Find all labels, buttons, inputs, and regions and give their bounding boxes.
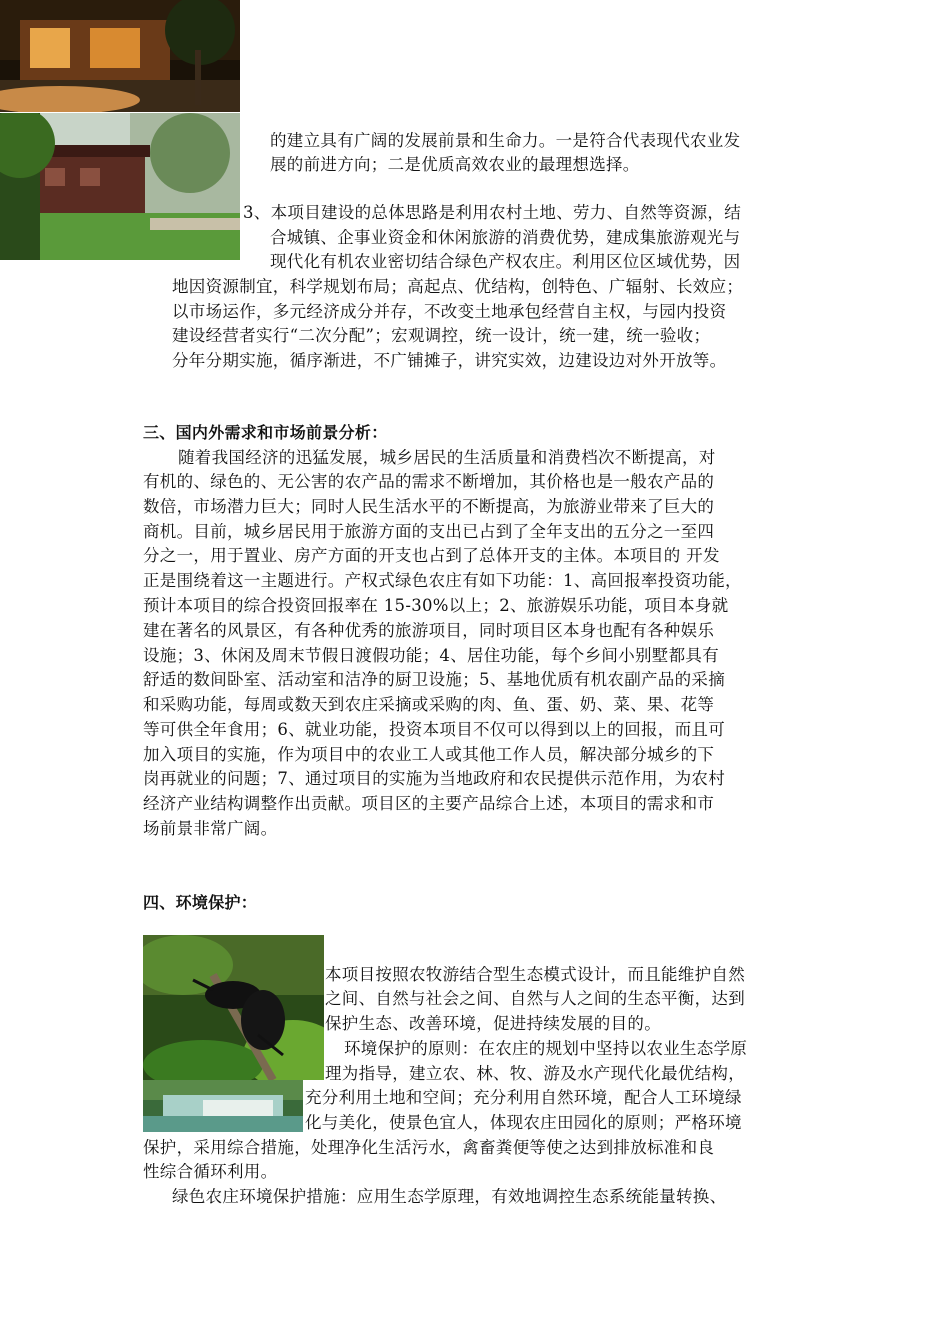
beetle-photo <box>143 935 324 1080</box>
text-line: 保护，采用综合措施，处理净化生活污水，禽畜粪便等使之达到排放标准和良 <box>143 1138 715 1157</box>
text-line: 场前景非常广阔。 <box>143 819 278 838</box>
text-line: 预计本项目的综合投资回报率在 15-30%以上；2、旅游娱乐功能，项目本身就 <box>143 596 729 615</box>
waterfall-photo <box>143 1080 303 1132</box>
text-line: 合城镇、企事业资金和休闲旅游的消费优势，建成集旅游观光与 <box>270 228 741 247</box>
text-line: 设施；3、休闲及周末节假日渡假功能；4、居住功能，每个乡间小别墅都具有 <box>143 646 719 665</box>
text-line: 充分利用土地和空间；充分利用自然环境，配合人工环境绿 <box>305 1088 742 1107</box>
text-line: 正是围绕着这一主题进行。产权式绿色农庄有如下功能：1、高回报率投资功能， <box>143 571 742 590</box>
text-line: 加入项目的实施，作为项目中的农业工人或其他工作人员，解决部分城乡的下 <box>143 745 715 764</box>
text-line: 商机。目前，城乡居民用于旅游方面的支出已占到了全年支出的五分之一至四 <box>143 522 715 541</box>
text-line: 3、本项目建设的总体思路是利用农村土地、劳力、自然等资源，结 <box>243 203 741 222</box>
text-line: 地因资源制宜，科学规划布局；高起点、优结构，创特色、广辐射、长效应； <box>172 277 744 296</box>
text-line: 性综合循环利用。 <box>143 1162 278 1181</box>
text-line: 环境保护的原则：在农庄的规划中坚持以农业生态学原 <box>344 1039 748 1058</box>
text-line: 经济产业结构调整作出贡献。项目区的主要产品综合上述，本项目的需求和市 <box>143 794 715 813</box>
night-house-photo <box>0 0 240 112</box>
text-line: 分年分期实施，循序渐进，不广铺摊子，讲究实效，边建设边对外开放等。 <box>172 351 727 370</box>
text-line: 展的前进方向；二是优质高效农业的最理想选择。 <box>270 155 640 174</box>
text-line: 理为指导，建立农、林、牧、游及水产现代化最优结构， <box>325 1064 745 1083</box>
text-line: 本项目按照农牧游结合型生态模式设计，而且能维护自然 <box>325 965 745 984</box>
text-line: 有机的、绿色的、无公害的农产品的需求不断增加，其价格也是一般农产品的 <box>143 472 715 491</box>
section-heading: 四、环境保护： <box>143 893 258 912</box>
text-line: 现代化有机农业密切结合绿色产权农庄。利用区位区域优势，因 <box>270 252 741 271</box>
text-line: 岗再就业的问题；7、通过项目的实施为当地政府和农民提供示范作用，为农村 <box>143 769 725 788</box>
text-line: 建在著名的风景区，有各种优秀的旅游项目，同时项目区本身也配有各种娱乐 <box>143 621 715 640</box>
text-line: 随着我国经济的迅猛发展，城乡居民的生活质量和消费档次不断提高，对 <box>178 448 716 467</box>
text-line: 绿色农庄环境保护措施：应用生态学原理，有效地调控生态系统能量转换、 <box>172 1187 727 1206</box>
section-heading: 三、国内外需求和市场前景分析： <box>143 423 388 442</box>
text-line: 化与美化，使景色宜人，体现农庄田园化的原则；严格环境 <box>305 1113 742 1132</box>
text-line: 等可供全年食用；6、就业功能，投资本项目不仅可以得到以上的回报，而且可 <box>143 720 725 739</box>
text-line: 数倍，市场潜力巨大；同时人民生活水平的不断提高，为旅游业带来了巨大的 <box>143 497 715 516</box>
text-line: 建设经营者实行“二次分配”；宏观调控，统一设计，统一建，统一验收； <box>172 326 711 345</box>
text-line: 保护生态、改善环境，促进持续发展的目的。 <box>325 1014 661 1033</box>
text-line: 的建立具有广阔的发展前景和生命力。一是符合代表现代农业发 <box>270 131 741 150</box>
wooden-lodge-photo <box>0 113 240 260</box>
text-line: 分之一，用于置业、房产方面的开支也占到了总体开支的主体。本项目的 开发 <box>143 546 720 565</box>
text-line: 以市场运作，多元经济成分并存，不改变土地承包经营自主权，与园内投资 <box>172 302 727 321</box>
text-line: 和采购功能，每周或数天到农庄采摘或采购的肉、鱼、蛋、奶、菜、果、花等 <box>143 695 715 714</box>
text-line: 舒适的数间卧室、活动室和洁净的厨卫设施；5、基地优质有机农副产品的采摘 <box>143 670 725 689</box>
text-line: 之间、自然与社会之间、自然与人之间的生态平衡，达到 <box>325 989 745 1008</box>
